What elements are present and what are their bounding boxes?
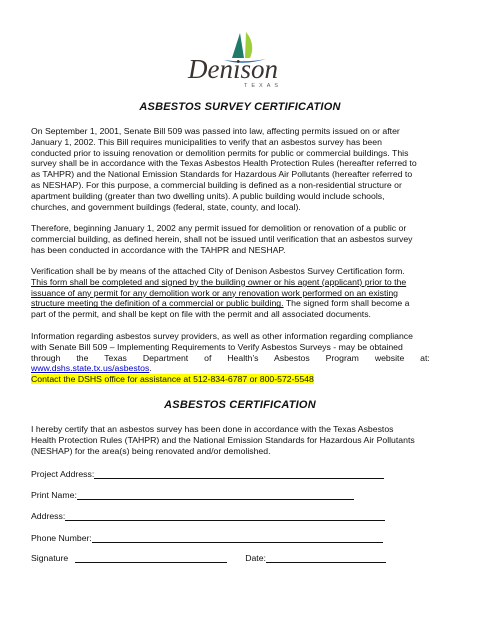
signature-label: Signature xyxy=(31,553,69,563)
text-line: apartment building (greater than two dwelling units). A public building would include schools, xyxy=(31,190,385,201)
text-line: The signed form shall become a xyxy=(283,298,410,309)
title-certification: ASBESTOS CERTIFICATION xyxy=(164,399,316,411)
text-line: . xyxy=(149,363,152,374)
text-line: Information regarding asbestos survey providers, as well as other information regarding compliance xyxy=(31,331,413,341)
text-line: through the Texas Department of Health’s Asbestos Program website at: xyxy=(31,352,430,363)
text-line: Health Protection Rules (TAHPR) and the National Emission Standards for Hazardous Air Pollutants xyxy=(31,434,415,445)
dshs-asbestos-link[interactable]: www.dshs.state.tx.us/asbestos xyxy=(31,363,150,374)
address-row xyxy=(31,511,385,521)
text-line-underlined: issuance of any permit for any demolition work or any renovation work performed on an existing xyxy=(31,287,398,298)
phone-field[interactable] xyxy=(92,533,383,543)
print-name-field[interactable] xyxy=(77,490,354,500)
contact-highlight: Contact the DSHS office for assistance at 512-834-6787 or 800-572-5548 xyxy=(31,374,314,385)
text-line: commercial building, as defined herein, shall not be issued until verification that an asbestos survey xyxy=(31,233,413,244)
text-underlined: structure meeting the definition of a commercial or public building. xyxy=(31,298,284,309)
text-line: I hereby certify that an asbestos survey has been done in accordance with the Texas Asbestos xyxy=(31,424,394,434)
print-name-label: Print Name: xyxy=(31,490,77,500)
text-line: Verification shall be by means of the attached City of Denison Asbestos Survey Certification form. xyxy=(31,266,405,276)
text-line: On September 1, 2001, Senate Bill 509 was passed into law, affecting permits issued on or after xyxy=(31,126,400,136)
paragraph-information xyxy=(31,331,451,385)
project-address-field[interactable] xyxy=(94,469,384,479)
text-line: Therefore, beginning January 1, 2002 any permit issued for demolition or renovation of a public or xyxy=(31,223,407,233)
logo-wordmark: Denison xyxy=(188,54,278,84)
text-line: part of the permit, and shall be kept on file with the permit and all associated documents. xyxy=(31,309,371,320)
denison-logo xyxy=(188,30,298,90)
date-field[interactable] xyxy=(266,553,386,563)
text-line: as TAHPR) and the National Emission Standards for Hazardous Air Pollutants (hereafter referred to xyxy=(31,169,413,180)
paragraph-certify xyxy=(31,424,451,456)
phone-label: Phone Number: xyxy=(31,533,92,543)
project-address-label: Project Address: xyxy=(31,469,95,479)
paragraph-therefore xyxy=(31,223,451,255)
address-label: Address: xyxy=(31,511,66,521)
date-label: Date: xyxy=(245,553,266,563)
text-line: as NESHAP). For this purpose, a commercial building is defined as a non-residential structure or xyxy=(31,179,402,190)
text-line: (NESHAP) for the area(s) being renovated and/or demolished. xyxy=(31,445,271,456)
text-line: conducted prior to issuing renovation or demolition permits for public or commercial buildings. This xyxy=(31,147,409,158)
print-name-row xyxy=(31,490,354,500)
paragraph-intro xyxy=(31,126,451,212)
signature-row xyxy=(31,553,386,563)
logo-state: TEXAS xyxy=(244,83,283,89)
project-address-row xyxy=(31,469,384,479)
text-line: churches, and government buildings (federal, state, county, and local). xyxy=(31,201,301,212)
phone-row xyxy=(31,533,383,543)
signature-field[interactable] xyxy=(75,553,227,563)
paragraph-verification xyxy=(31,266,451,320)
text-line-underlined: This form shall be completed and signed by the building owner or his agent (applicant) prior to the xyxy=(31,276,407,287)
title-survey-certification: ASBESTOS SURVEY CERTIFICATION xyxy=(139,101,341,113)
text-line: with Senate Bill 509 – Implementing Requirements to Verify Asbestos Surveys - may be obtained xyxy=(31,341,403,352)
text-line: January 1, 2002. This Bill requires municipalities to verify that an asbestos survey has been xyxy=(31,136,382,147)
address-field[interactable] xyxy=(65,511,385,521)
text-line: has been conducted in accordance with the TAHPR and NESHAP. xyxy=(31,244,286,255)
text-line: survey shall be in accordance with the Texas Asbestos Health Protection Rules (hereafter referred to xyxy=(31,158,417,169)
